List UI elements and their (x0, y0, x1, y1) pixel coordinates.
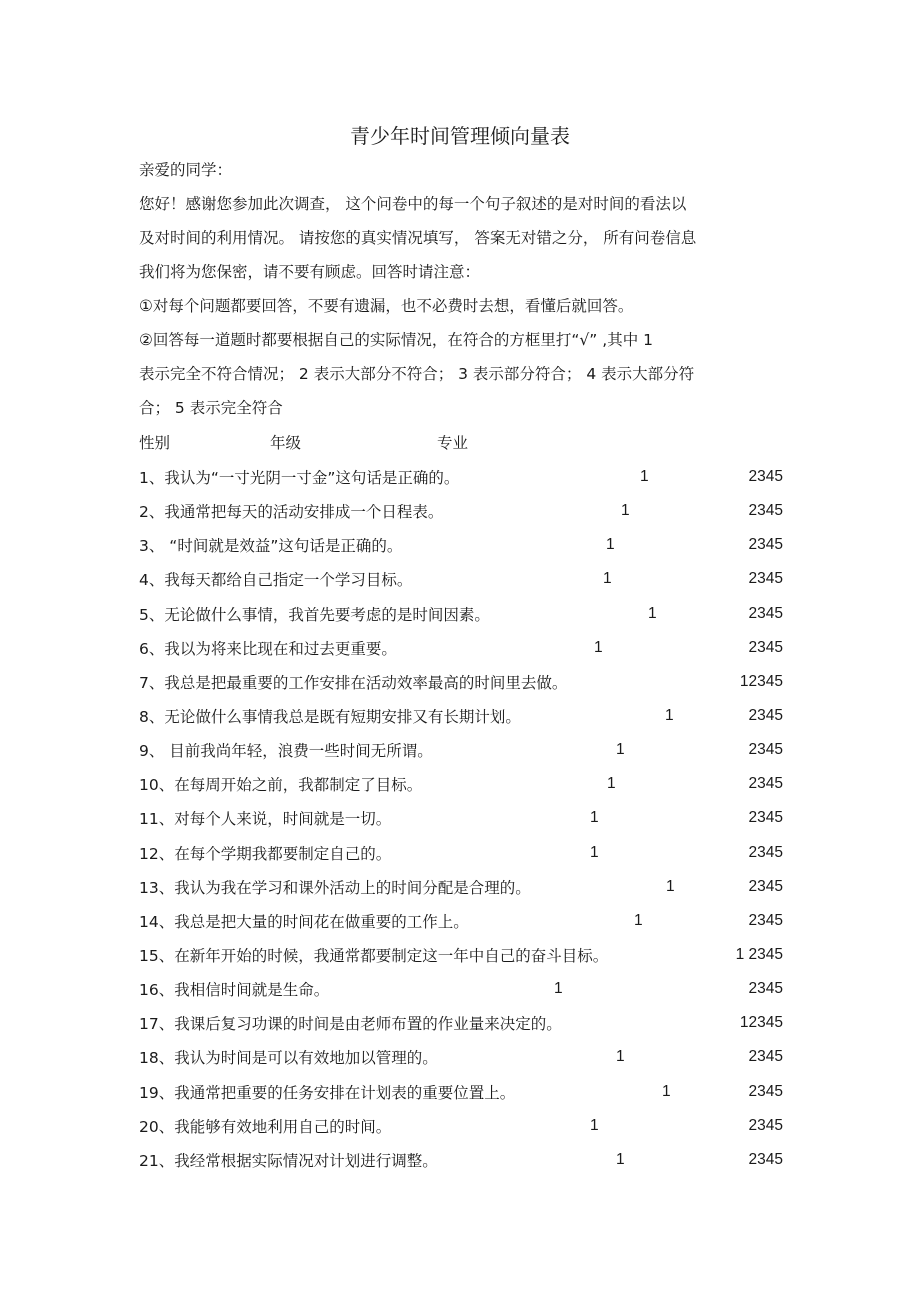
intro-line: 您好！感谢您参加此次调查， 这个问卷中的每一个句子叙述的是对时间的看法以 (139, 195, 687, 213)
question-text: 6、我以为将来比现在和过去更重要。 (139, 639, 397, 658)
question-text: 21、我经常根据实际情况对计划进行调整。 (139, 1151, 438, 1170)
question-item (0, 838, 920, 872)
rating-options[interactable]: 1 2345 (735, 945, 783, 963)
rating-option-1[interactable]: 1 (640, 468, 649, 485)
rating-options[interactable]: 2345 (748, 980, 783, 998)
instruction-2-cont: 合； 5 表示完全符合 (139, 399, 283, 417)
question-item (0, 1077, 920, 1111)
rating-option-1[interactable]: 1 (662, 1082, 671, 1100)
rating-options[interactable]: 2345 (748, 911, 783, 929)
question-text: 15、在新年开始的时候，我通常都要制定这一年中自己的奋斗目标。 (139, 946, 609, 965)
question-item (0, 667, 920, 701)
question-text: 9、 目前我尚年轻，浪费一些时间无所谓。 (139, 742, 433, 761)
question-text: 5、无论做什么事情，我首先要考虑的是时间因素。 (139, 605, 490, 624)
question-text: 8、无论做什么事情我总是既有短期安排又有长期计划。 (139, 707, 521, 726)
question-text: 7、我总是把最重要的工作安排在活动效率最高的时间里去做。 (139, 673, 568, 692)
rating-option-1[interactable]: 1 (603, 570, 612, 588)
rating-options[interactable]: 2345 (748, 468, 783, 485)
rating-options[interactable]: 2345 (748, 638, 783, 656)
rating-options[interactable]: 2345 (748, 877, 783, 895)
question-list (0, 462, 920, 1179)
question-text: 10、在每周开始之前，我都制定了目标。 (139, 776, 423, 795)
rating-option-1[interactable]: 1 (666, 877, 675, 895)
rating-option-1[interactable]: 1 (590, 809, 599, 827)
greeting: 亲爱的同学： (139, 161, 233, 179)
question-item (0, 1111, 920, 1145)
rating-options[interactable]: 2345 (748, 1150, 783, 1168)
question-text: 2、我通常把每天的活动安排成一个日程表。 (139, 503, 444, 522)
rating-options[interactable]: 2345 (748, 706, 783, 724)
question-text: 3、 “时间就是效益”这句话是正确的。 (139, 537, 403, 556)
question-text: 20、我能够有效地利用自己的时间。 (139, 1117, 392, 1136)
rating-options[interactable]: 2345 (748, 1048, 783, 1066)
instruction-2-cont: 表示完全不符合情况； 2 表示大部分不符合； 3 表示部分符合； 4 表示大部分符 (139, 365, 695, 383)
question-item (0, 496, 920, 530)
rating-options[interactable]: 2345 (748, 775, 783, 793)
rating-option-1[interactable]: 1 (616, 741, 625, 759)
question-item (0, 735, 920, 769)
rating-options[interactable]: 2345 (748, 741, 783, 759)
rating-options[interactable]: 2345 (748, 604, 783, 622)
rating-option-1[interactable]: 1 (594, 638, 603, 656)
respondent-info (139, 431, 639, 453)
question-item (0, 803, 920, 837)
instruction-2: ②回答每一道题时都要根据自己的实际情况，在符合的方框里打“√” ,其中 1 (139, 331, 653, 349)
question-item (0, 701, 920, 735)
question-item (0, 769, 920, 803)
rating-option-1[interactable]: 1 (590, 843, 599, 861)
question-text: 1、我认为“一寸光阴一寸金”这句话是正确的。 (139, 469, 460, 487)
question-text: 16、我相信时间就是生命。 (139, 981, 330, 1000)
question-item (0, 462, 920, 496)
question-item (0, 564, 920, 598)
rating-options[interactable]: 12345 (739, 1014, 783, 1032)
rating-option-1[interactable]: 1 (648, 604, 657, 622)
question-item (0, 1145, 920, 1179)
rating-option-1[interactable]: 1 (554, 980, 563, 998)
question-text: 13、我认为我在学习和课外活动上的时间分配是合理的。 (139, 878, 531, 897)
rating-options[interactable]: 2345 (748, 809, 783, 827)
question-item (0, 906, 920, 940)
rating-options[interactable]: 2345 (748, 536, 783, 554)
major-label: 专业 (437, 434, 469, 452)
rating-option-1[interactable]: 1 (665, 706, 674, 724)
rating-option-1[interactable]: 1 (616, 1048, 625, 1066)
rating-options[interactable]: 2345 (748, 843, 783, 861)
rating-options[interactable]: 2345 (748, 1116, 783, 1134)
rating-options[interactable]: 2345 (748, 1082, 783, 1100)
question-item (0, 940, 920, 974)
question-text: 19、我通常把重要的任务安排在计划表的重要位置上。 (139, 1083, 516, 1102)
question-item (0, 974, 920, 1008)
question-item (0, 1008, 920, 1042)
question-item (0, 530, 920, 564)
question-text: 17、我课后复习功课的时间是由老师布置的作业量来决定的。 (139, 1015, 562, 1034)
rating-options[interactable]: 12345 (739, 672, 783, 690)
rating-option-1[interactable]: 1 (606, 536, 615, 554)
rating-option-1[interactable]: 1 (590, 1116, 599, 1134)
question-text: 18、我认为时间是可以有效地加以管理的。 (139, 1049, 438, 1068)
question-text: 4、我每天都给自己指定一个学习目标。 (139, 571, 413, 590)
intro-line: 及对时间的利用情况。 请按您的真实情况填写， 答案无对错之分， 所有问卷信息 (139, 229, 697, 247)
question-item (0, 872, 920, 906)
rating-option-1[interactable]: 1 (607, 775, 616, 793)
question-item (0, 1042, 920, 1076)
rating-options[interactable]: 2345 (748, 570, 783, 588)
question-item (0, 633, 920, 667)
rating-option-1[interactable]: 1 (621, 502, 630, 520)
instruction-1: ①对每个问题都要回答，不要有遗漏，也不必费时去想，看懂后就回答。 (139, 297, 634, 315)
grade-label: 年级 (270, 434, 302, 452)
rating-option-1[interactable]: 1 (634, 911, 643, 929)
question-text: 11、对每个人来说，时间就是一切。 (139, 810, 392, 829)
question-item (0, 599, 920, 633)
question-text: 14、我总是把大量的时间花在做重要的工作上。 (139, 912, 469, 931)
page-title: 青少年时间管理倾向量表 (350, 124, 570, 148)
question-text: 12、在每个学期我都要制定自己的。 (139, 844, 392, 863)
rating-options[interactable]: 2345 (748, 502, 783, 520)
gender-label: 性别 (139, 434, 171, 452)
rating-option-1[interactable]: 1 (616, 1150, 625, 1168)
intro-line: 我们将为您保密，请不要有顾虑。回答时请注意： (139, 263, 481, 281)
